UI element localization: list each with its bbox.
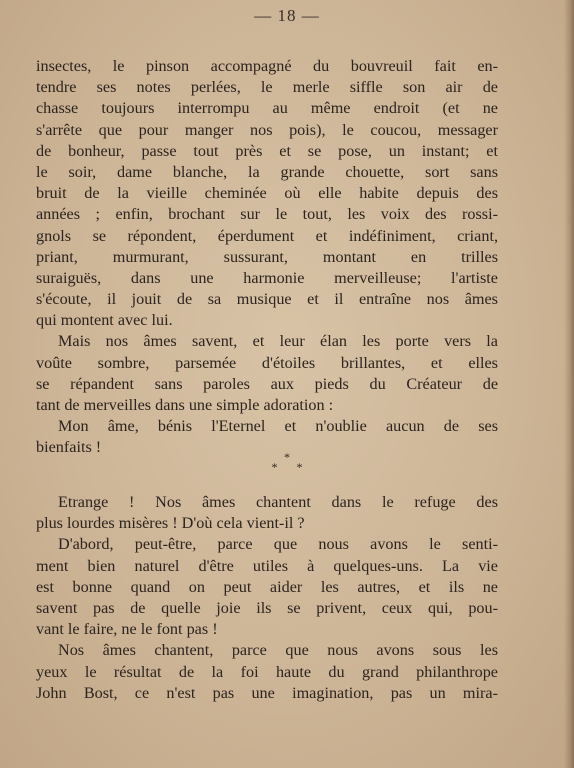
text-line: tendre ses notes perlées, le merle siffle son air de [36, 78, 498, 97]
paragraph [36, 331, 498, 416]
text-line: yeux le résultat de la foi haute du grand philanthrope [36, 662, 498, 681]
text-line: Nos âmes chantent, parce que nous avons sous les [58, 641, 498, 660]
section-separator [0, 452, 574, 472]
text-line: voûte sombre, parsemée d'étoiles brillantes, et elles [36, 353, 498, 372]
text-line: Etrange ! Nos âmes chantent dans le refuge des [58, 493, 498, 511]
text-line: gnols se répondent, éperdument et indéfiniment, criant, [36, 226, 498, 245]
paragraph [36, 534, 498, 640]
text-line: vant le faire, ne le font pas ! [36, 620, 218, 639]
text-line: insectes, le pinson accompagné du bouvreuil fait en- [36, 57, 498, 75]
paragraph [36, 56, 498, 331]
paragraph [36, 492, 498, 534]
text-line: bruit de la vieille cheminée où elle habite depuis des [36, 184, 498, 203]
page-edge-shadow [564, 0, 574, 768]
text-line: qui montent avec lui. [36, 311, 173, 330]
separator-star-top: * [284, 450, 290, 464]
text-line: le soir, dame blanche, la grande chouette, sort sans [36, 162, 498, 181]
text-line: chasse toujours interrompu au même endroit (et ne [36, 99, 498, 118]
text-line: de bonheur, passe tout près et se pose, un instant; et [36, 141, 498, 160]
text-line: se répandent sans paroles aux pieds du Créateur de [36, 374, 498, 393]
text-line: est bonne quand on peut aider les autres, et ils ne [36, 577, 498, 596]
text-line: priant, murmurant, sussurant, montant en trilles [36, 247, 498, 266]
text-block-bottom [36, 492, 498, 704]
page-number: — 18 — [254, 6, 320, 25]
text-line: savent pas de quelle joie ils se privent, ceux qui, pou- [36, 598, 498, 617]
text-line: John Bost, ce n'est pas une imagination, pas un mira- [36, 683, 498, 702]
text-line: Mais nos âmes savent, et leur élan les porte vers la [58, 332, 498, 351]
text-line: tant de merveilles dans une simple adoration : [36, 396, 334, 414]
text-line: années ; enfin, brochant sur le tout, les voix des rossi- [36, 205, 498, 224]
paragraph [36, 640, 498, 704]
text-line: s'écoute, il jouit de sa musique et il entraîne nos âmes [36, 290, 498, 309]
text-line: D'abord, peut-être, parce que nous avons le senti- [58, 535, 498, 554]
text-line: bienfaits ! [36, 438, 102, 457]
text-block-top [36, 56, 498, 459]
text-line: plus lourdes misères ! D'où cela vient-il ? [36, 514, 305, 533]
text-line: suraiguës, dans une harmonie merveilleuse; l'artiste [36, 268, 498, 287]
text-line: s'arrête que pour manger nos pois), le coucou, messager [36, 120, 498, 139]
text-line: ment bien naturel d'être utiles à quelques-uns. La vie [36, 556, 498, 575]
text-line: Mon âme, bénis l'Eternel et n'oublie aucun de ses [58, 417, 498, 436]
separator-stars-bottom: * * [271, 460, 311, 474]
